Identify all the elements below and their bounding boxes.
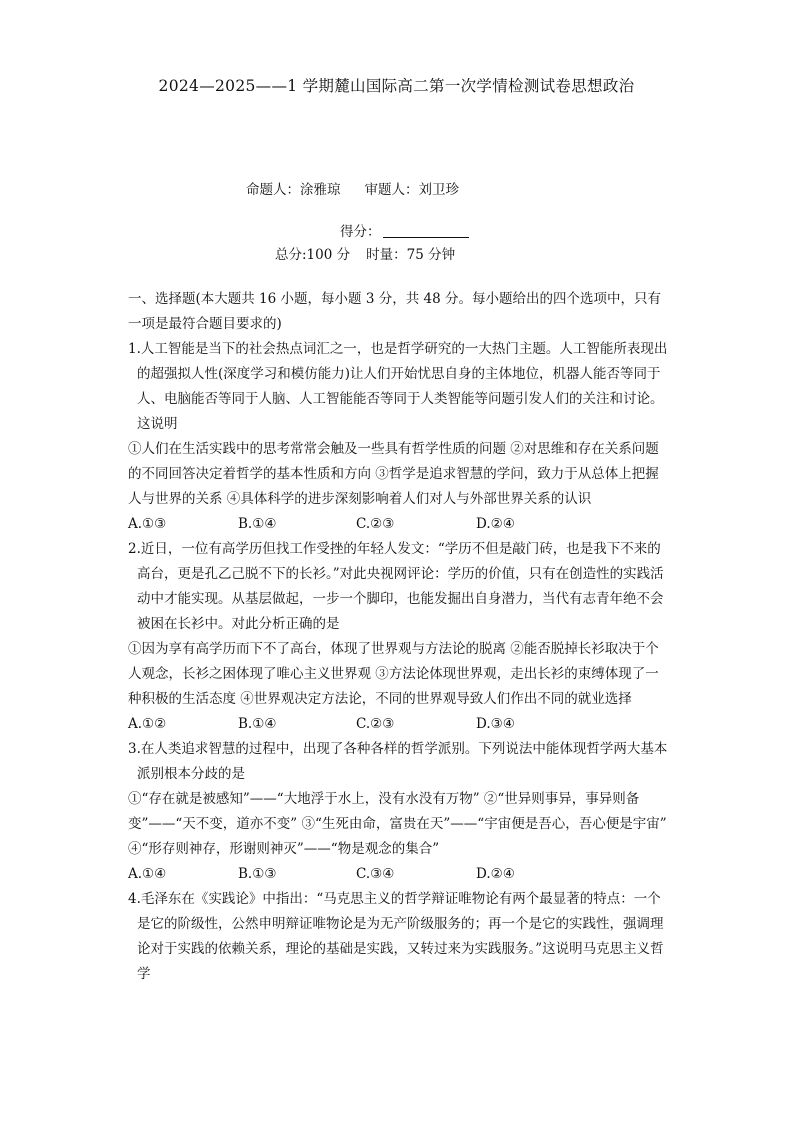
answer-choices <box>128 862 672 887</box>
choice-a: A.①③ <box>128 516 167 532</box>
choice-b: B.①③ <box>238 866 277 882</box>
total-score: 总分:100 分 <box>275 247 351 263</box>
question-1 <box>128 337 672 537</box>
exam-time: 时量：75 分钟 <box>366 247 456 263</box>
choice-b: B.①④ <box>238 516 277 532</box>
question-3 <box>128 737 672 887</box>
questions-section <box>128 287 672 987</box>
question-statements: ①人们在生活实践中的思考常常会触及一些具有哲学性质的问题 ②对思维和存在关系问题的不同回答决定着哲学的基本性质和方向 ③哲学是追求智慧的学问，致力于从总体上把握人与世界的关系 ④具体科学的进步深刻影响着人们对人与外部世界关系的认识 <box>128 441 659 507</box>
question-stem: 2.近日，一位有高学历但找工作受挫的年轻人发文：“学历不但是敲门砖，也是我下不来的高台，更是孔乙己脱不下的长衫。”对此央视网评论：学历的价值，只有在创造性的实践活动中才能实现。从基层做起，一步一个脚印，也能发掘出自身潜力，当代有志青年绝不会被困在长衫中。对此分析正确的是 <box>128 541 664 632</box>
answer-choices <box>128 512 672 537</box>
question-reviewer: 审题人：刘卫珍 <box>364 182 459 198</box>
choice-c: C.③④ <box>356 866 395 882</box>
choice-a: A.①④ <box>128 866 167 882</box>
choice-d: D.③④ <box>476 716 515 732</box>
answer-choices <box>128 712 672 737</box>
choice-d: D.②④ <box>476 516 515 532</box>
total-info <box>275 243 455 263</box>
score-label: 得分： <box>340 224 381 240</box>
question-statements: ①“存在就是被感知”——“大地浮于水上，没有水没有万物” ②“世异则事异，事异则备变”——“天不变，道亦不变” ③“生死由命，富贵在天”——“宇宙便是吾心，吾心便是宇宙” ④“形存则神存，形谢则神灭”——“物是观念的集合” <box>128 791 667 857</box>
score-line <box>340 220 469 240</box>
choice-c: C.②③ <box>356 716 395 732</box>
choice-a: A.①② <box>128 716 167 732</box>
question-stem: 1.人工智能是当下的社会热点词汇之一，也是哲学研究的一大热门主题。人工智能所表现出的超强拟人性(深度学习和模仿能力)让人们开始忧思自身的主体地位，机器人能否等同于人、电脑能否等同于人脑、人工智能能否等同于人类智能等问题引发人们的关注和讨论。这说明 <box>128 341 668 432</box>
choice-b: B.①④ <box>238 716 277 732</box>
question-stem: 4.毛泽东在《实践论》中指出：“马克思主义的哲学辩证唯物论有两个最显著的特点：一个是它的阶级性，公然申明辩证唯物论是为无产阶级服务的；再一个是它的实践性，强调理论对于实践的依赖关系，理论的基础是实践，又转过来为实践服务。”这说明马克思主义哲学 <box>128 891 664 982</box>
question-4 <box>128 887 672 987</box>
section-header: 一、选择题(本大题共 16 小题，每小题 3 分，共 48 分。每小题给出的四个选项中，只有一项是最符合题目要求的) <box>128 291 661 332</box>
question-statements: ①因为享有高学历而下不了高台，体现了世界观与方法论的脱离 ②能否脱掉长衫取决于个人观念，长衫之困体现了唯心主义世界观 ③方法论体现世界观，走出长衫的束缚体现了一种积极的生活态度 ④世界观决定方法论，不同的世界观导致人们作出不同的就业选择 <box>128 641 659 707</box>
question-setter: 命题人：涂雅琼 <box>246 182 341 198</box>
score-blank <box>383 237 469 238</box>
choice-d: D.②④ <box>476 866 515 882</box>
question-stem: 3.在人类追求智慧的过程中，出现了各种各样的哲学派别。下列说法中能体现哲学两大基本派别根本分歧的是 <box>128 741 668 782</box>
choice-c: C.②③ <box>356 516 395 532</box>
page-title: 2024—2025——1 学期麓山国际高二第一次学情检测试卷思想政治 <box>158 77 635 95</box>
authors-line <box>246 178 459 198</box>
question-2 <box>128 537 672 737</box>
